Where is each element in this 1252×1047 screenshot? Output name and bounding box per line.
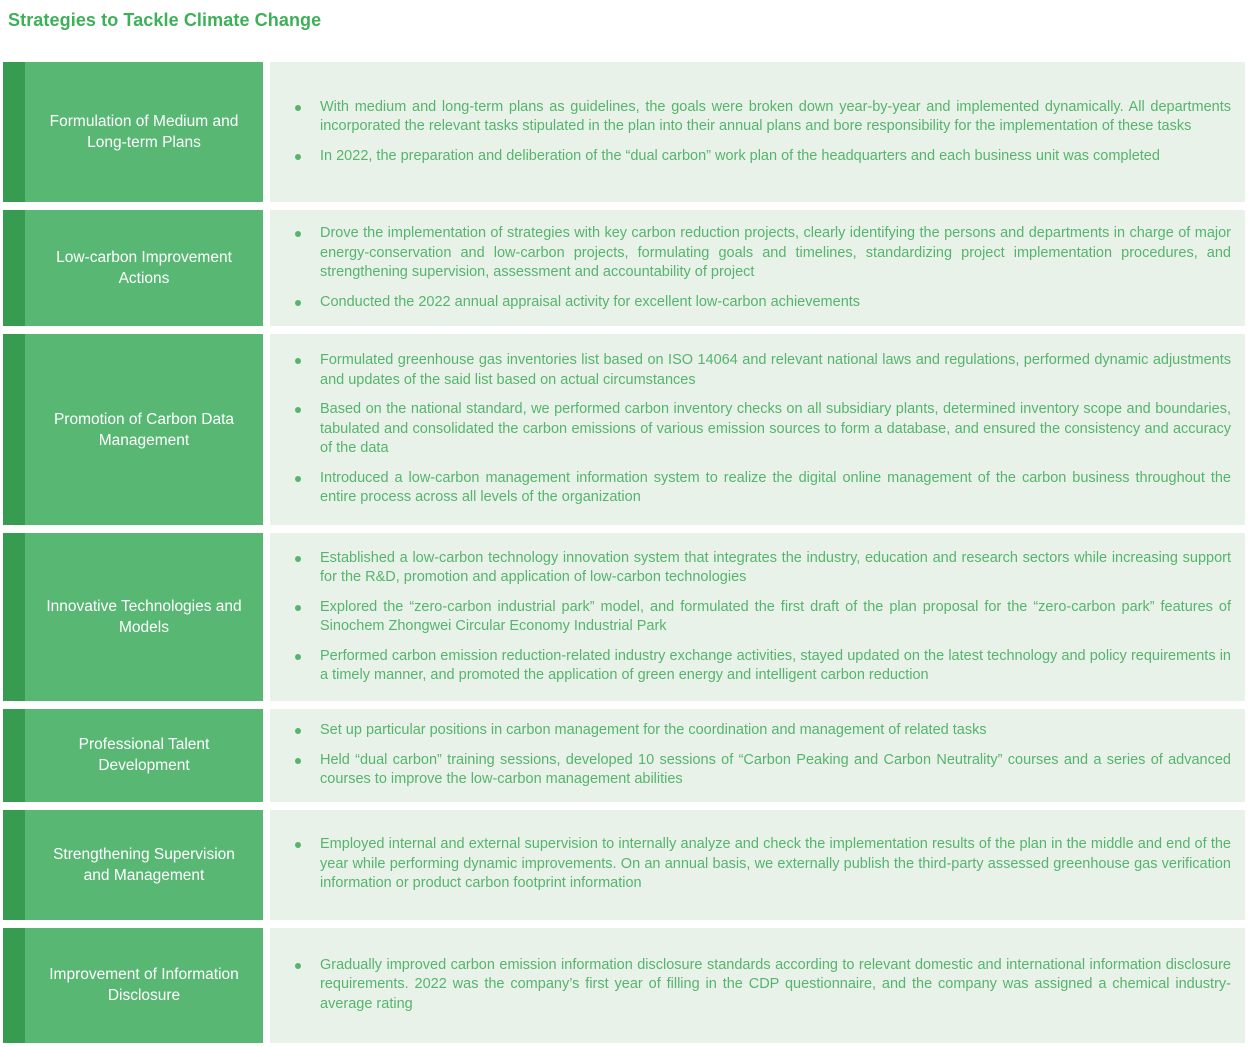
row-bullet-list: [270, 210, 1245, 326]
strategy-row-low-carbon-actions: [3, 210, 1245, 326]
strategies-table: [3, 62, 1245, 1043]
bullet-item: Explored the “zero-carbon industrial park” model, and formulated the first draft of the plan proposal for the “zero-carbon park” features of Sinochem Zhongwei Circular Economy Industrial Park: [270, 598, 1231, 637]
row-label: [25, 334, 263, 525]
row-accent-strip: [3, 810, 25, 920]
strategy-row-supervision-management: [3, 810, 1245, 920]
bullet-item: Conducted the 2022 annual appraisal activity for excellent low-carbon achievements: [270, 293, 1231, 313]
strategy-row-formulation-plans: [3, 62, 1245, 202]
row-bullet-list: [270, 334, 1245, 525]
bullet-item: With medium and long-term plans as guidelines, the goals were broken down year-by-year and implemented dynamically. All departments incorporated the relevant tasks stipulated in the plan into their annual plans and bore responsibility for the implementation of these tasks: [270, 98, 1231, 137]
row-accent-strip: [3, 533, 25, 701]
row-label: [25, 928, 263, 1043]
bullet-item: Formulated greenhouse gas inventories list based on ISO 14064 and relevant national laws and regulations, performed dynamic adjustments and updates of the said list based on actual circumstances: [270, 351, 1231, 390]
strategy-row-information-disclosure: [3, 928, 1245, 1043]
bullet-item: Established a low-carbon technology innovation system that integrates the industry, education and research sectors while increasing support for the R&D, promotion and application of low-carbon technologies: [270, 549, 1231, 588]
bullet-item: Set up particular positions in carbon management for the coordination and management of related tasks: [270, 721, 1231, 741]
row-bullet-list: [270, 810, 1245, 920]
row-label: [25, 533, 263, 701]
row-accent-strip: [3, 62, 25, 202]
row-label-text: Strengthening Supervision and Management: [53, 845, 235, 884]
row-label: [25, 210, 263, 326]
bullet-item: Gradually improved carbon emission information disclosure standards according to relevant domestic and international information disclosure requirements. 2022 was the company’s first year of filling in the CDP questionnaire, and the company was assigned a chemical industry-average rating: [270, 956, 1231, 1015]
row-label-text: Low-carbon Improvement Actions: [56, 249, 232, 287]
bullet-item: Drove the implementation of strategies with key carbon reduction projects, clearly identifying the persons and departments in charge of major energy-conservation and low-carbon projects, formulating goals and timelines, standardizing project implementation procedures, and strengthening supervision, assessment and accountability of project: [270, 224, 1231, 283]
row-accent-strip: [3, 928, 25, 1043]
row-label-text: Promotion of Carbon Data Management: [53, 410, 235, 449]
row-bullet-list: [270, 928, 1245, 1043]
row-label: [25, 62, 263, 202]
strategy-row-innovative-technologies: [3, 533, 1245, 701]
bullet-item: In 2022, the preparation and deliberation of the “dual carbon” work plan of the headquarters and each business unit was completed: [270, 147, 1231, 167]
row-label-text: Improvement of Information Disclosure: [49, 966, 239, 1004]
bullet-item: Performed carbon emission reduction-related industry exchange activities, stayed updated on the latest technology and policy requirements in a timely manner, and promoted the application of green energy and intelligent carbon reduction: [270, 647, 1231, 686]
row-accent-strip: [3, 709, 25, 802]
row-bullet-list: [270, 709, 1245, 802]
row-bullet-list: [270, 533, 1245, 701]
row-accent-strip: [3, 210, 25, 326]
row-label-text: Innovative Technologies and Models: [46, 598, 242, 636]
row-label: [25, 810, 263, 920]
row-label: [25, 709, 263, 802]
row-accent-strip: [3, 334, 25, 525]
bullet-item: Employed internal and external supervision to internally analyze and check the implementation results of the plan in the middle and end of the year while performing dynamic improvements. On an annual basis, we externally publish the third-party assessed greenhouse gas verification information or product carbon footprint information: [270, 835, 1231, 894]
row-bullet-list: [270, 62, 1245, 202]
bullet-item: Introduced a low-carbon management information system to realize the digital online management of the carbon business throughout the entire process across all levels of the organization: [270, 469, 1231, 508]
strategy-row-carbon-data-management: [3, 334, 1245, 525]
bullet-item: Based on the national standard, we performed carbon inventory checks on all subsidiary plants, determined inventory scope and boundaries, tabulated and consolidated the carbon emissions of various emission sources to form a database, and ensured the consistency and accuracy of the data: [270, 400, 1231, 459]
row-label-text: Formulation of Medium and Long-term Plans: [49, 113, 239, 151]
bullet-item: Held “dual carbon” training sessions, developed 10 sessions of “Carbon Peaking and Carbon Neutrality” courses and a series of advanced courses to improve the low-carbon management abilities: [270, 751, 1231, 790]
strategy-row-talent-development: [3, 709, 1245, 802]
page-title: Strategies to Tackle Climate Change: [8, 10, 322, 30]
row-label-text: Professional Talent Development: [78, 736, 210, 775]
